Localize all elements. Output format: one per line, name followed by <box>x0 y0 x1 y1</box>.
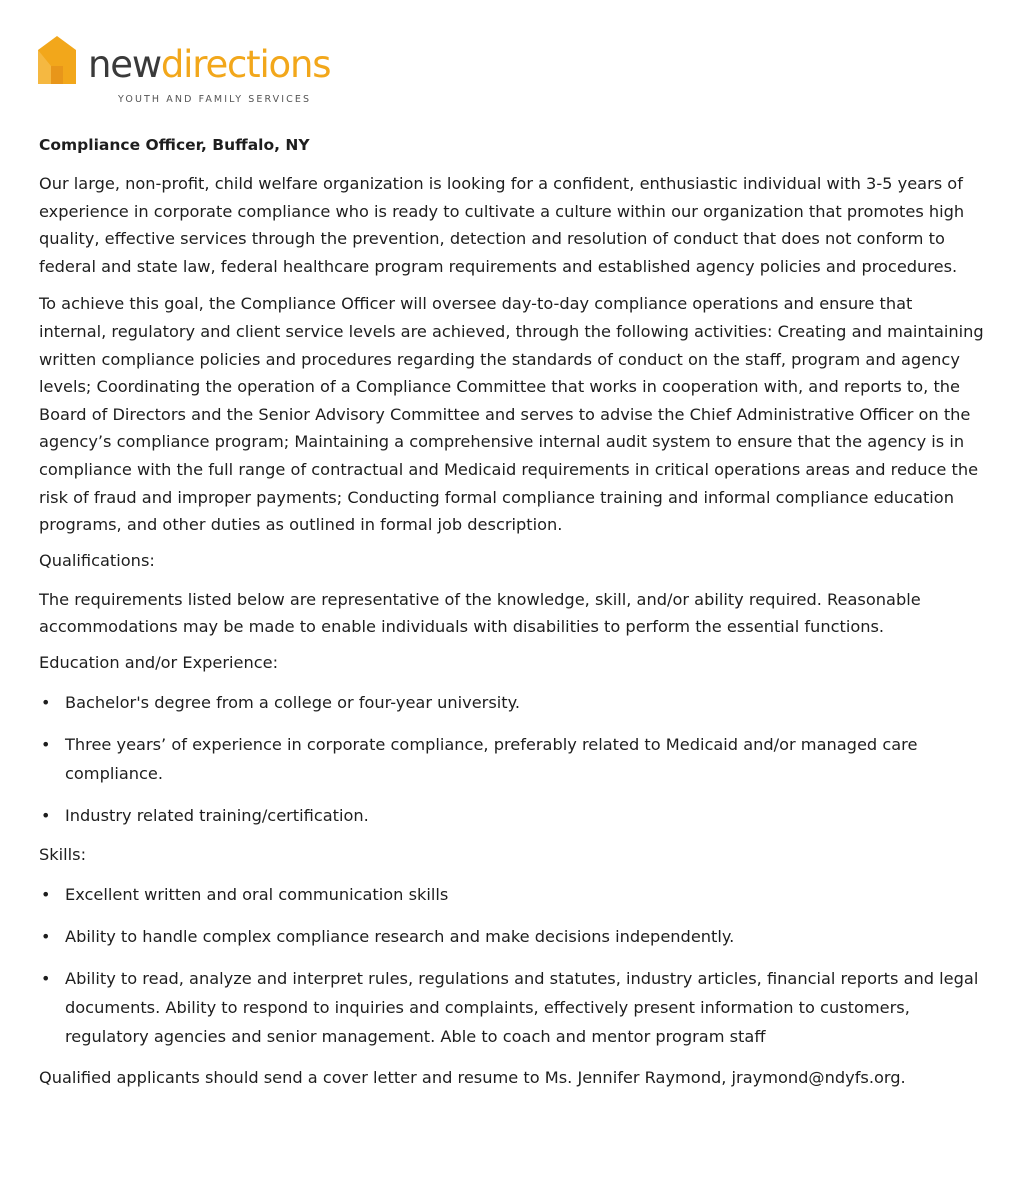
list-item-text: Excellent written and oral communication skills <box>65 884 449 904</box>
bullet-icon: • <box>41 692 51 712</box>
list-item <box>39 730 984 788</box>
bullet-icon: • <box>41 968 51 988</box>
intro-paragraph: Our large, non-profit, child welfare organization is looking for a confident, enthusiastic individual with 3-5 years of experience in corporate compliance who is ready to cultivate a culture within our organization that promotes high quality, effective services through the prevention, detection and resolution of conduct that does not conform to federal and state law, federal healthcare program requirements and established agency policies and procedures. <box>39 174 965 276</box>
bullet-icon: • <box>41 734 51 754</box>
list-item <box>39 688 984 717</box>
logo <box>38 36 358 108</box>
application-instructions: Qualified applicants should send a cover letter and resume to Ms. Jennifer Raymond, jraymond@ndyfs.org. <box>39 1067 906 1087</box>
house-icon <box>38 36 76 84</box>
job-title: Compliance Officer, Buffalo, NY <box>39 136 310 154</box>
skills-list <box>39 880 984 1051</box>
list-item <box>39 964 984 1051</box>
list-item-text: Ability to handle complex compliance research and make decisions independently. <box>65 926 735 946</box>
list-item <box>39 880 984 909</box>
bullet-icon: • <box>41 926 51 946</box>
education-list <box>39 688 984 830</box>
bullet-icon: • <box>41 805 51 825</box>
goal-paragraph: To achieve this goal, the Compliance Officer will oversee day-to-day compliance operations and ensure that internal, regulatory and client service levels are achieved, through the following activities: Creating and maintaining written compliance policies and procedures regarding the standards of conduct on the staff, program and agency levels; Coordinating the operation of a Compliance Committee that works in cooperation with, and reports to, the Board of Directors and the Senior Advisory Committee and serves to advise the Chief Administrative Officer on the agency’s compliance program; Maintaining a comprehensive internal audit system to ensure that the agency is in compliance with the full range of contractual and Medicaid requirements in critical operations areas and reduce the risk of fraud and improper payments; Conducting formal compliance training and informal compliance education programs, and other duties as outlined in formal job description. <box>39 294 984 535</box>
list-item-text: Industry related training/certification. <box>65 805 369 825</box>
logo-word-new: new <box>88 43 161 86</box>
logo-wordmark <box>88 43 331 86</box>
list-item-text: Ability to read, analyze and interpret rules, regulations and statutes, industry articles, financial reports and legal documents. Ability to respond to inquiries and complaints, effectively present information to customers, regulatory agencies and senior management. Able to coach and mentor program staff <box>65 968 979 1046</box>
qualifications-paragraph: The requirements listed below are representative of the knowledge, skill, and/or ability required. Reasonable accommodations may be made to enable individuals with disabilities to perform the essential functions. <box>39 589 921 637</box>
education-label: Education and/or Experience: <box>39 652 279 672</box>
logo-word-directions: directions <box>160 43 331 86</box>
list-item <box>39 922 984 951</box>
bullet-icon: • <box>41 884 51 904</box>
skills-label: Skills: <box>39 844 87 864</box>
logo-tagline: YOUTH AND FAMILY SERVICES <box>118 94 312 105</box>
document-body <box>39 134 984 1102</box>
list-item <box>39 801 984 830</box>
qualifications-label: Qualifications: <box>39 550 155 570</box>
list-item-text: Three years’ of experience in corporate compliance, preferably related to Medicaid and/or managed care compliance. <box>65 734 918 783</box>
list-item-text: Bachelor's degree from a college or four-year university. <box>65 692 521 712</box>
